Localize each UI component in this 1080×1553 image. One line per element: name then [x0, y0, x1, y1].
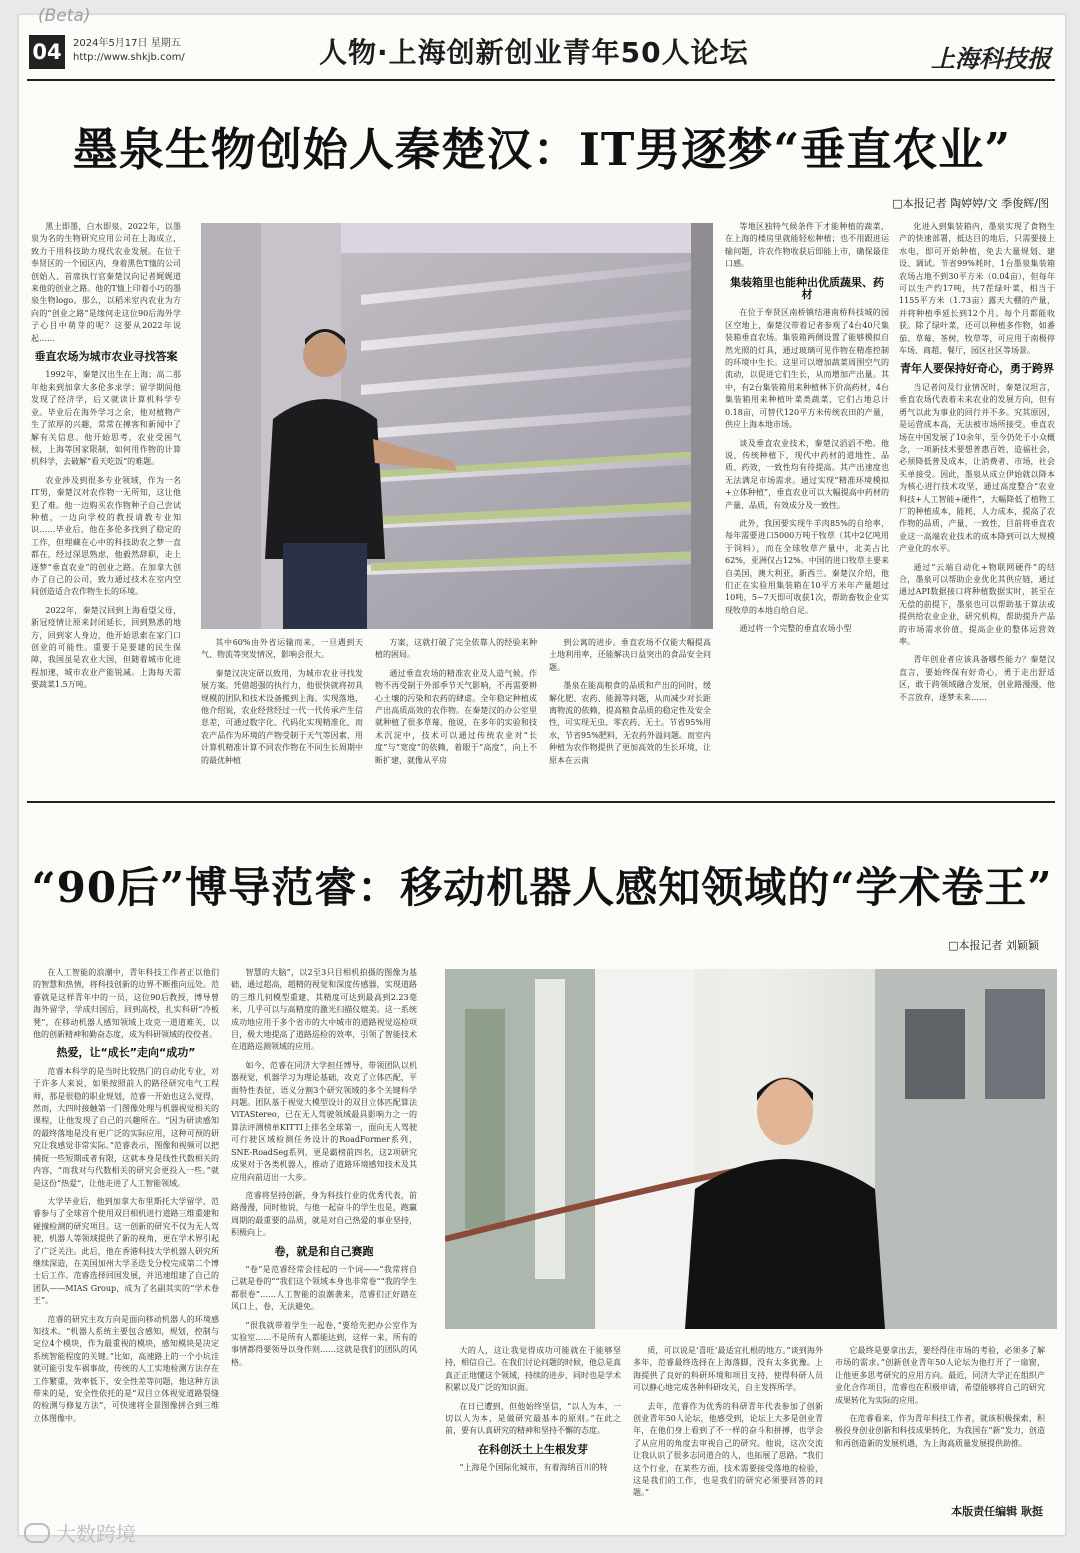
paragraph: 在人工智能的浪潮中，青年科技工作者正以他们的智慧和热情，将科技创新的边界不断推向远处。范睿就是这样青年中的一员，这位90后教授，博导曾海外留学，学成归国后，回到高校，扎实科研“冷板凳”，在移动机器人感知领域上攻克一道道难关，以他的创新精神和勤奋态度，成为科研领域的佼佼者。	[33, 968, 219, 1040]
paragraph: 秦楚汉决定研以致用，为城市农业寻找发展方案。凭借超强的执行力，他很快就将初具规模的团队和技术设备搬到上海。实现落地，他介绍说，农业经营经过一代一代传承产生信息差，可通过数字化、代码化实现精准化，而农产品作为环境的产物受制于天气等因素，用计算机精准计算不同农作物在不同生长周期中的最优种植	[201, 668, 363, 765]
subheading: 垂直农场为城市农业寻找答案	[34, 350, 178, 364]
paragraph: 大的人，这让我觉得成功可能就在于能够坚持，相信自己。在我们讨论问题的时候，他总是真真正正地懂这个领域，持续的进步，同时也是学术积累以及广泛的知识面。	[445, 1346, 621, 1393]
subheading: 在科创沃土上生根发芽	[478, 1442, 588, 1456]
article-divider	[27, 801, 1055, 803]
article2-column-5	[835, 1345, 1045, 1497]
page-number: 04	[29, 35, 65, 69]
paragraph: 范睿的研究主攻方向是面向移动机器人的环境感知技术。“机器人系统主要包含感知，规划，控制与定位4个模块，作为最重视的模块，感知模块是决定系统智能程度的关键。”比如，高速路上的一个小坑洼就可能引发车祸事故，传统的人工实地检测方法存在工作繁重，效率低下，安全性差等问题，他这种方法带来的是，安全性依托的是“双目立体视觉道路裂缝的检测与修复方法”，可快速将全景图像拼合到三维立体图像中。	[33, 1314, 219, 1423]
paragraph: 谈及垂直农业技术，秦楚汉滔滔不绝。他说，传统种植下，现代中药材的道地性、品质、药效，一致性均有待提高。其产出速度也无法满足市场需求。通过实现“精准环境模拟+立体种植”，垂直农业可以大幅提高中药材的产量、品质，有效成分及一致性。	[725, 438, 889, 510]
newspaper-page	[18, 14, 1066, 1536]
paragraph: 当记者问及行业情况时，秦楚汉坦言，垂直农场代表着未来农业的发展方向，但有勇气以此为事业的回行并不多。究其原因，是运营成本高，无法被市场所接受。垂直农场在中国发展了10余年，至今仍处于小众概念，一项新技术要想普惠百姓，造福社会，必须降低普及成本，让消费者、市场，社会买单接受。因此，墨泉从成立伊始就以降本为核心进行技术攻坚，通过高度整合“农业科技+人工智能+硬件”，大幅降低了植物工厂的种植成本，能耗，人力成本，提高了农作物的品质，产量，一致性，目前将垂直农业这一高端农业技术的成本降到可以大规模产业化的水平。	[899, 382, 1055, 554]
paragraph: 在范睿看来，作为青年科技工作者，就该积极探索，积极投身创业创新和科技成果转化，为我国在“新”发力，创造和再创造新的发展机遇，为上海高质量发展提供助推。	[835, 1414, 1045, 1448]
paragraph: “卷”是范睿经常会挂起的一个词——“我常将自己就是卷的”“我们这个领域本身也非常卷”“我的学生都很卷”……人工智能的浪潮袭来，范睿们正好踏在风口上，卷，无法避免。	[231, 1264, 417, 1312]
subheading: 集装箱里也能种出优质蔬果、药材	[730, 275, 884, 302]
beta-label: (Beta)	[38, 6, 91, 26]
masthead	[19, 31, 1065, 79]
masthead-rule	[27, 79, 1055, 81]
paragraph: 青年创业者应该具备哪些能力？秦楚汉直言，要始终保有好奇心，勇于走出舒适区，敢于跨领域融合发展，创业路漫漫，他不言放弃，逐梦未来……	[899, 655, 1055, 702]
paragraph: 范睿本科学的是当时比较热门的自动化专业，对于许多人来说，如果按照前人的路径研究电气工程师，那是很稳的职业规划，范睿一开始也这么觉得，然而，大四时接触第一门图像处理与机器视觉相关的课程，让他发现了自己的兴趣所在。“因为研读感知的最终落地是没有更广泛的实际应用，这种可预的研究让我感觉非常实际。”范睿表示，图像和视频可以把捕捉一些短期或者有限，这就本身是线性代数相关的内容，“而我对与代数相关的研究会更投入一些。”就是这份“热爱”，让他走进了人工智能领域。	[33, 1066, 219, 1188]
paragraph: 2022年，秦楚汉回到上海看望父母，新冠疫情让原来封闭延长，回到熟悉的地方，回到家人身边，他开始思索在家门口创业的可能性。重要于是要建的民生保障，我国虽是农业大国，但随着城市化进程加速，城市农业产能锐减。上海每天需要蔬菜1.5万吨。	[31, 605, 181, 690]
section-title: 人物·上海创新创业青年50人论坛	[319, 36, 749, 69]
paragraph: 其中60%由外省运输而来，一旦遇到天气、物流等突发情况，影响会很大。	[201, 638, 363, 660]
newspaper-logo: 上海科技报	[931, 44, 1051, 73]
article1-column-1	[31, 221, 181, 791]
article1-column-6	[899, 221, 1055, 795]
paragraph: 去年，范睿作为优秀的科研青年代表参加了创新创业青年50人论坛，他感受到，论坛上大多是创业青年，在他们身上看到了不一样的奋斗和拼搏，也学会了从应用的角度去审视自己的研究。他说，这次交流让我认识了很多志同道合的人，也拓展了思路。“我们这个行业，在某些方面，技术需要接受落地的检验，这是我们的工作，也是我们的研究必须要回答的问题。”	[633, 1401, 823, 1498]
article1-column-5	[725, 221, 889, 795]
paragraph: 方案，这就打破了完全依靠人的经验来种植的困局。	[375, 638, 537, 660]
article2-photo	[445, 969, 1057, 1329]
paragraph: 智慧的大脑”，以2至3只目相机拍摄的图像为基础，通过超高，超精的视觉和深度传感器，实现道路的三维几何模型重建，其精度可达到最高到2.23毫米，几乎可以与高精度的激光扫描仪媲美。这一系统成功地应用于多个省市的大中城市的道路视觉巡检项目，极大地提高了道路巡检的效率，引领了智能技术在道路巡测领域的应用。	[231, 968, 417, 1052]
paragraph: 化进入到集装箱内，墨泉实现了食物生产的快速部署，抵达目的地后，只需要接上水电，即可开始种植，免去大量规划、建设、调试。节省99%耗时，1台墨泉集装箱农场占地不到30平方米（0.04亩），但每年可以生产约17吨，共7茬绿叶菜，相当于1155平方米（1.73亩）露天大棚的产量，并将种植季延长到12个月。每个月都能收获。除了绿叶菜，还可以种植多作物，如番茄、草莓、茶树，牧草等，可应用于南极停车场、商超、餐厅，园区社区等场景。	[899, 222, 1055, 356]
paragraph: 通过垂直农场的精准农业及人造气候，作物不再受制于外部季节天气影响，不再需要耕心土壤的污染和农药的肆虐。全年稳定种植成产出高质高效的农作物。在秦楚汉的办公室里就种植了很多草莓，他说，在多年的实验和技术沉淀中，技术可以通过传统农业对“长度”与“宽度”的依赖，着眼于“高度”，向上不断扩建，就像从平房	[375, 668, 537, 765]
paragraph: 通过“云端自动化+物联网硬件”的结合，墨泉可以帮助企业优化其供应链，通过通过API数据接口将种植数据实时，甚至在无偿的前提下，墨泉也可以帮助基于算法或提供给农业企业，研究机构，帮助提升产品的市场需求价值，提高企业的整体运营效率。	[899, 562, 1055, 646]
paragraph: 到公寓的进步。垂直农场不仅能大幅提高土地利用率，还能解决日益突出的食品安全问题。	[549, 638, 711, 672]
article2-column-4	[633, 1345, 823, 1525]
corridor-portrait-photo	[445, 969, 1057, 1329]
article2-column-2	[231, 967, 417, 1525]
paragraph: “很我就带着学生一起卷，”要给先把办公室作为实验室……不是所有人都能达到，这样一来，所有的事情都得要领导以身作则……这就是我们的团队的风格。	[231, 1320, 417, 1367]
page-editor-credit: 本版责任编辑 耿挺	[951, 1505, 1043, 1518]
paragraph: 通过将一个完整的垂直农场小型	[739, 624, 852, 634]
article1-headline: 墨泉生物创始人秦楚汉：IT男逐梦“垂直农业”	[72, 123, 1012, 176]
paragraph: 墨泉在能高粮食的品质和产出的同时，缓解化肥、农药、能源等问题，从而减少对长距离物流的依赖，提高粮食品质的稳定性及安全性，可实现无虫、零农药、无土。节省95%用水，节省95%肥料，无农药外溢问题。而室内种植为农作物提供了更加高效的生长环境，让原本在云南	[549, 681, 711, 765]
subheading: 青年人要保持好奇心，勇于跨界	[900, 362, 1054, 376]
paragraph: “上海是个国际化城市，有着海纳百川的特	[459, 1463, 608, 1473]
subheading: 卷，就是和自己赛跑	[274, 1244, 374, 1258]
paragraph: 在位于奉贤区南桥镇结港南桥科技城的园区空地上，秦楚汉带着记者参观了4台40尺集装箱垂直农场。集装箱两侧设置了能够模拟自然光照的灯具，通过玻璃可见作物在精准控制的环境中生长。这里可以增加蔬菜周围空气的流动，以促进它们生长，从而增加产出量。其中，有2台集装箱用来种植林下价高药材，4台集装箱用来种植叶菜类蔬菜，它们占地总计0.18亩，可替代120平方米传统农田的产量，供应上海本地市场。	[725, 308, 889, 430]
paragraph: 农业涉及到很多专业领域，作为一名IT男，秦楚汉对农作物一无所知，这让他犯了难。他一边购买农作物种子自己尝试种植，一边向学校的教授请教专业知识……毕业后，他在多伦多找到了稳定的工作，但埋藏在心中的科技助农之梦一直都在，经过深思熟虑，他毅然辞职，走上逐梦“垂直农业”的创业之路。在加拿大创办了自己的公司，致力通过技术在室内空间创造适合农作物生长的环境。	[31, 475, 181, 597]
article2-column-3	[445, 1345, 621, 1525]
paragraph: 此外，我国要实现牛羊肉85%的自给率，每年需要进口5000万吨干牧草（其中2亿吨用于饲料），而在全球牧草产量中，北美占比62%，亚洲仅占12%。中国的进口牧草主要来自美国，澳大利亚，新西兰。秦楚汉介绍，他们正在实验用集装箱在10平方米年产量超过10吨，5~7天即可收获1次，帮助畜牧企业实现牧草的本地自给自足。	[725, 518, 889, 615]
masthead-date-block	[73, 37, 185, 65]
paragraph: 1992年，秦楚汉出生在上海；高二那年他来到加拿大多伦多求学；留学期间他发现了经济学，后又就读计算机科学专业。毕业后在海外学习之余，他对植物产生了浓厚的兴趣，常常在搏客和新闻中了解有关信息。他开始思考，农业受困气候，上海等国家限制，如何用作物的计算机科学，去破解“看天吃饭”的难题。	[31, 370, 181, 467]
article2-byline: □本报记者 刘颖颖	[948, 939, 1039, 952]
paragraph: 大学毕业后，他到加拿大布里斯托大学留学，范睿参与了全球首个使用双目相机进行道路三维重建和碰撞检测的研究项目。这一创新的研究不仅为无人驾驶，机器人等领域提供了新的视角，更在学术界引起了广泛关注。此后，他在香港科技大学机器人研究所继续深造，在美国加州大学圣迭戈分校完成第二个博士后工作。范睿选择回国发展，并迅速组建了自己的团队——MIAS Group，成为了名副其实的“学术卷王”。	[33, 1196, 219, 1306]
paragraph: 范睿将坚持创新，身为科技行业的优秀代表，前路漫漫，同时他说，与他一起奋斗的学生也是，跑赢周期的最重要的品质，就是对自己热爱的事业坚持，积极向上。	[231, 1190, 417, 1238]
article1-column-3	[375, 637, 537, 795]
site-url[interactable]: http://www.shkjb.com/	[73, 52, 185, 63]
article1-photo	[201, 223, 713, 629]
vertical-farm-photo	[201, 223, 713, 629]
article1-column-2	[201, 637, 363, 795]
paragraph: 黑土即墨，白水即泉。2022年，以墨泉为名的生物研究应用公司在上海成立，致力于用科技助力现代农业发展。在位于奉贤区的一个园区内，身着黑色T恤的公司创始人、首席执行官秦楚汉向记者娓娓道来他的创业之路。他的T恤上印着小巧的墨泉生物logo。那么，以稻米室内农业为方向的“创业之路”是缘何走这位90后海外学子心目中萌芽的呢？这要从2022年说起……	[31, 222, 181, 343]
issue-date: 2024年5月17日 星期五	[73, 38, 181, 49]
subheading: 热爱，让“成长”走向“成功”	[56, 1046, 196, 1060]
paragraph: 质，可以说是‘喜旺’最适宜扎根的地方。”谈到海外多年，范睿最终选择在上海落脚，没有太多犹豫。上海提供了良好的科研环境和项目支持，使得科研人员可以静心地完成各种科研攻关，自主发挥所学。	[633, 1346, 823, 1393]
watermark	[24, 1518, 136, 1547]
article1-byline: □本报记者 陶婷婷/文 季俊辉/图	[892, 197, 1049, 210]
paragraph: 在日已遭到，但他始终坚信，“以人为本，一切以人为本，是做研究最基本的原则。”在此之前，要有认真研究的精神和坚持不懈的态度。	[445, 1401, 621, 1436]
article2-column-1	[33, 967, 219, 1525]
watermark-logo-icon	[24, 1523, 50, 1543]
paragraph: 等地区独特气候条件下才能种植的蔬菜，在上海的楼房里就能轻松种植；也不用跟进运输问题，许农作物收获后即能上市，确保最佳口感。	[725, 222, 889, 269]
article1-column-4	[549, 637, 711, 795]
paragraph: 它最终是要拿出去，要经得住市场的考验，必须多了解市场的需求。”创新创业青年50人论坛为他打开了一扇窗，让他更多思考研究的应用方向。最近，同济大学正在组织产业化合作项目，范睿也在积极申请，希望能够将自己的研究成果转化为实际的应用。	[835, 1346, 1045, 1405]
watermark-text: 大数跨境	[56, 1522, 136, 1546]
paragraph: 如今，范睿在同济大学担任博导，带领团队以机器视觉，机器学习为理论基础，攻克了立体匹配，平面特性表征，语义分割3个研究领域的多个关键科学问题。团队基于视觉大模型设计的双目立体匹配算法ViTAStereo，已在无人驾驶领域最具影响力之一的算法评测榜单KITTI上排名全球第一，面向无人驾驶可行驶区域检测任务设计的RoadFormer系列，SNE-RoadSeg系列，更是霸榜前四名，这2项研究成果对于各类机器人，推动了道路环境感知技术及其应用向前迈出一大步。	[231, 1060, 417, 1182]
article2-headline: “90后”博导范睿：移动机器人感知领域的“学术卷王”	[31, 863, 1053, 912]
